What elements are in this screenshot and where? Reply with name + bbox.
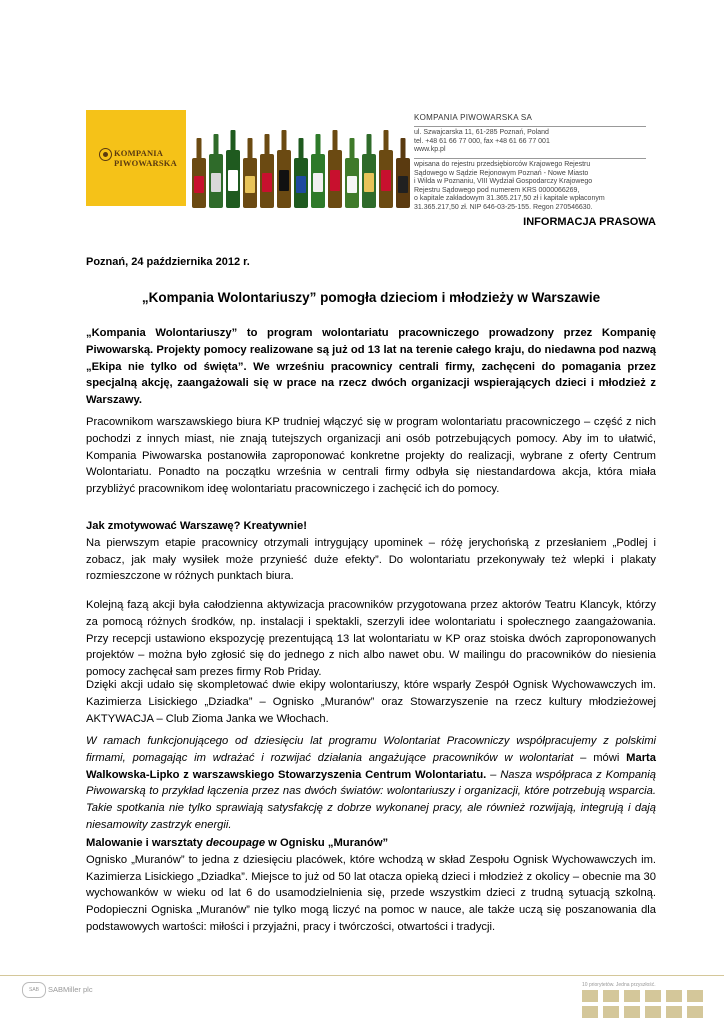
company-phone: tel. +48 61 66 77 000, fax +48 61 66 77 001 (414, 137, 550, 145)
company-website: www.kp.pl (414, 146, 446, 153)
company-name: KOMPANIA PIWOWARSKA SA (414, 113, 533, 122)
lead-paragraph: „Kompania Wolontariuszy” to program wolontariatu pracowniczego prowadzony przez Kompanię Piwowarską. Projekty pomocy realizowane są już od 13 lat na terenie całego kraju, do niedawna pod nazwą „Ekipa nie tylko od święta”. We wrześniu pracownicy centrali firmy, zachęceni do pomagania przez specjalną akcję, zaangażowali się w prace na rzecz dwóch organizacji wspierających dzieci i młodzież z Warszawy. (86, 327, 656, 407)
grid-cell (603, 1006, 619, 1018)
registry-line: Sądowego w Sądzie Rejonowym Poznań - Nowe Miasto (414, 169, 589, 177)
grid-cell (687, 1006, 703, 1018)
bottle (396, 158, 410, 208)
registry-line: 31.365.217,50 zł. NIP 646-03-25-155. Regon 270546630. (414, 203, 593, 211)
section-2: Jak zmotywować Warszawę? Kreatywnie! Na pierwszym etapie pracownicy otrzymali intrygujący upominek – różę jerychońską z przesłaniem „Podlej i zobacz, jak mały wysiłek może przynieść duże efekty”. Do wolontariatu przekonywały też wlepki i plakaty rozmieszczone w różnych punktach biura. (86, 520, 656, 583)
beer-bottles-image (192, 128, 410, 208)
sabmiller-text: SABMiller plc (48, 985, 93, 994)
grid-cell (582, 990, 598, 1002)
press-release-label: INFORMACJA PRASOWA (523, 216, 656, 228)
grid-cell (624, 1006, 640, 1018)
bottle (226, 150, 240, 208)
bottle (311, 154, 325, 208)
grid-cell (645, 990, 661, 1002)
section-3: Malowanie i warsztaty decoupage w Ognisku „Muranów” Ognisko „Muranów” to jedna z dziesięciu placówek, które wchodzą w skład Zespołu Ognisk Wychowawczych im. Kazimierza Lisickiego „Dziadka”. Miejsce to już od 50 lat otacza opieką dzieci i młodzież z okolicy – obecnie ma 30 wychowanków w wieku od lat 6 do usamodzielnienia się, przede wszystkim dzieci z trudną sytuacją szkolną. Podopieczni Ogniska „Muranów” nie tylko mogą liczyć na pomoc w nauce, ale także uczą się poszanowania dla podstawowych wartości: miłości i przyjaźni, pracy i twórczości, otwartości i tradycji. (86, 837, 656, 933)
company-address: ul. Szwajcarska 11, 61-285 Poznań, Poland (414, 129, 549, 136)
section-heading: Jak zmotywować Warszawę? Kreatywnie! (86, 520, 307, 532)
registry-line: o kapitale zakładowym 31.365.217,50 zł i kapitale wpłaconym (414, 195, 605, 202)
page-title: „Kompania Wolontariuszy” pomogła dzieciom i młodzieży w Warszawie (141, 290, 601, 305)
logo-text: KOMPANIA PIWOWARSKA (114, 148, 177, 168)
company-logo (86, 110, 186, 206)
quote-paragraph: W ramach funkcjonującego od dziesięciu lat programu Wolontariat Pracowniczy współpracujemy z polskimi firmami, pomagając im wdrażać i rozwijać działania angażujące pracowników w wolontariat – mówi Marta Walkowska-Lipko z warszawskiego Stowarzyszenia Centrum Wolontariatu. – Nasza współpraca z Kompanią Piwowarską to przykład łączenia przez nas dwóch światów: wolontariuszy i organizacji, które potrzebują wsparcia. Takie spotkania nie tylko sprawiają satysfakcję z dobrze wykonanej pracy, ale również rozwijają, integrują i dają niesamowity zastrzyk energii. (86, 735, 656, 831)
registry-line: Rejestru Sądowego pod numerem KRS 0000066269, (414, 186, 580, 194)
registry-line: wpisana do rejestru przedsiębiorców Krajowego Rejestru (414, 161, 591, 168)
date-line: Poznań, 24 października 2012 r. (86, 256, 250, 268)
crest-icon (99, 148, 112, 161)
grid-cell (624, 990, 640, 1002)
grid-caption: 10 priorytetów. Jedna przyszłość. (582, 982, 656, 988)
bottle (362, 154, 376, 208)
bottle (192, 158, 206, 208)
company-info (414, 114, 654, 212)
bottle (260, 154, 274, 208)
grid-cell (666, 1006, 682, 1018)
bottle (379, 150, 393, 208)
bottle (209, 154, 223, 208)
bottle (294, 158, 308, 208)
bottle (277, 150, 291, 208)
bottle (328, 150, 342, 208)
grid-cell (666, 990, 682, 1002)
paragraph-3: Kolejną fazą akcji była całodzienna aktywizacja pracowników przygotowana przez aktorów Teatru Klancyk, którzy za pomocą różnych środków, np. instalacji i spektakli, szerzyli idee wolontariatu i społecznego zaangażowania. Przy recepcji ustawiono ekspozycję prezentującą 13 lat wolontariatu w KP oraz stoiska dwóch zaproponowanych projektów – można było zgłosić się do jednego z nich albo nawet obu. W mailingu do pracowników do niesienia pomocy zachęcał sam prezes firmy Rob Priday. (86, 599, 656, 679)
paragraph-4: Dzięki akcji udało się skompletować dwie ekipy wolontariuszy, które wsparły Zespół Ognisk Wychowawczych im. Kazimierza Lisickiego „Dziadka” – Ognisko „Muranów” oraz Stowarzyszenie na rzecz kultury młodzieżowej AKTYWACJA – Club Zioma Janka we Włochach. (86, 679, 656, 725)
sabmiller-logo: SAB (22, 982, 46, 998)
paragraph-1: Pracownikom warszawskiego biura KP trudniej włączyć się w program wolontariatu pracowniczego – część z nich pochodzi z innych miast, nie znają tutejszych organizacji ani osób potrzebujących pomocy. Aby im to ułatwić, Kompania Piwowarska postanowiła zaproponować konkretne projekty do realizacji, wybrane z oferty Centrum Wolontariatu. Ponadto na początku września w centrali firmy odbyła się niestandardowa akcja, która miała przybliżyć pracownikom ideę wolontariatu pracowniczego i zachęcić ich do pomocy. (86, 416, 656, 496)
bottle (345, 158, 359, 208)
grid-cell (582, 1006, 598, 1018)
grid-cell (603, 990, 619, 1002)
grid-cell (645, 1006, 661, 1018)
bottle (243, 158, 257, 208)
priorities-grid-graphic (572, 982, 712, 1024)
registry-line: i Wilda w Poznaniu, VIII Wydział Gospodarczy Krajowego (414, 178, 593, 185)
footer-divider (0, 975, 724, 976)
section-heading: Malowanie i warsztaty decoupage w Ognisku „Muranów” (86, 837, 389, 849)
grid-cell (687, 990, 703, 1002)
